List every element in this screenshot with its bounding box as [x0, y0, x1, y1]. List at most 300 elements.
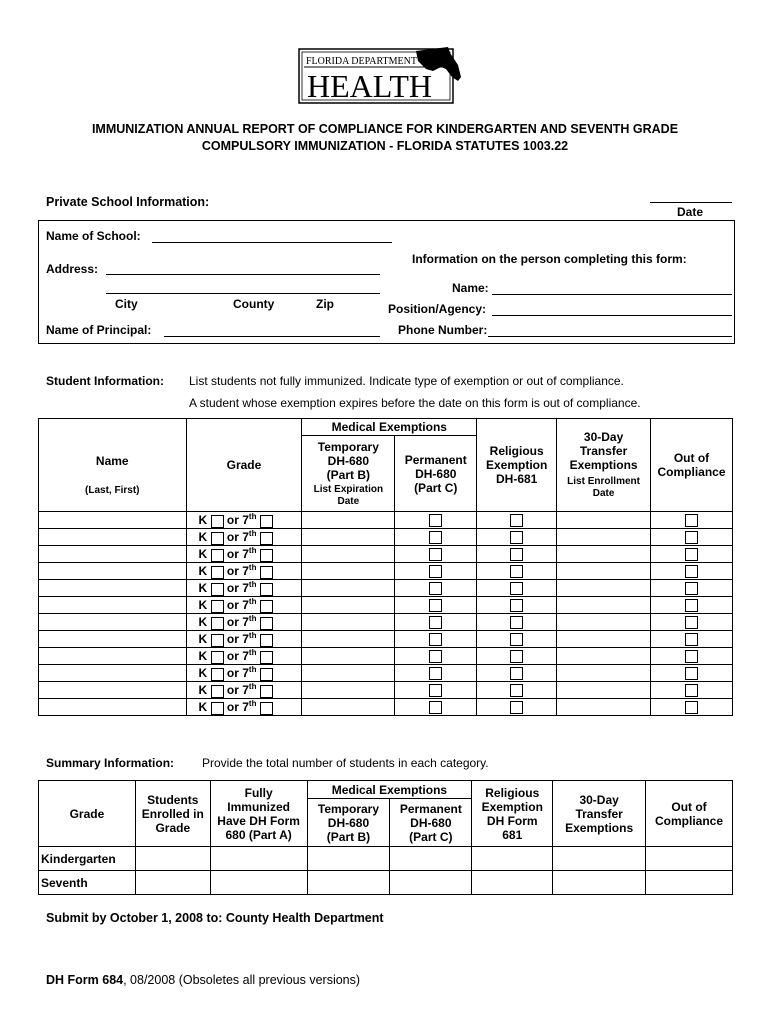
footer-rest: , 08/2008 (Obsoletes all previous versions)	[123, 973, 361, 987]
s-rel-line-2: Exemption	[481, 799, 543, 814]
position-field[interactable]	[492, 315, 732, 316]
religious-checkbox[interactable]	[510, 514, 523, 527]
out-of-compliance-checkbox[interactable]	[685, 616, 698, 629]
principal-label: Name of Principal:	[46, 323, 152, 337]
permanent-cell	[395, 699, 477, 716]
title-line-1: IMMUNIZATION ANNUAL REPORT OF COMPLIANCE FOR KINDERGARTEN AND SEVENTH GRADE	[91, 122, 679, 136]
summary-instruction: Provide the total number of students in each category.	[202, 756, 489, 770]
summary-col-ooc	[646, 781, 733, 847]
col-header-out-of-compliance	[651, 419, 733, 512]
grade-7-label: or 7	[226, 683, 249, 698]
temporary-expiration-cell[interactable]	[302, 614, 395, 631]
religious-cell	[477, 597, 557, 614]
student-instruction-2: A student whose exemption expires before the date on this form is out of compliance.	[189, 396, 641, 410]
rel-line-3: DH-681	[495, 472, 538, 486]
student-row	[39, 546, 733, 563]
grade-7-label: or 7	[226, 564, 249, 579]
grade-7-label: or 7	[226, 530, 249, 545]
out-of-compliance-checkbox[interactable]	[685, 684, 698, 697]
out-of-compliance-cell	[651, 597, 733, 614]
out-of-compliance-checkbox[interactable]	[685, 565, 698, 578]
student-row	[39, 512, 733, 529]
col-header-name	[39, 419, 187, 512]
summary-cell[interactable]	[472, 847, 553, 871]
student-grade-cell	[186, 631, 302, 648]
kindergarten-checkbox[interactable]	[211, 583, 224, 596]
out-of-compliance-checkbox[interactable]	[685, 582, 698, 595]
summary-col-grade	[39, 781, 136, 847]
col-header-temporary	[302, 436, 395, 512]
seventh-grade-checkbox[interactable]	[260, 617, 273, 630]
temporary-expiration-cell[interactable]	[302, 580, 395, 597]
grade-th-label: th	[248, 563, 257, 573]
religious-checkbox[interactable]	[510, 599, 523, 612]
temporary-expiration-cell[interactable]	[302, 546, 395, 563]
out-of-compliance-checkbox[interactable]	[685, 633, 698, 646]
summary-cell[interactable]	[210, 847, 307, 871]
s-temp-line-1: Temporary	[317, 801, 380, 816]
temporary-expiration-cell[interactable]	[302, 597, 395, 614]
religious-checkbox[interactable]	[510, 633, 523, 646]
address-field-2[interactable]	[106, 293, 380, 294]
grade-th-label: th	[248, 699, 257, 709]
transfer-date-cell[interactable]	[557, 580, 651, 597]
col-header-religious	[477, 419, 557, 512]
seventh-grade-checkbox[interactable]	[260, 634, 273, 647]
religious-checkbox[interactable]	[510, 701, 523, 714]
transfer-date-cell[interactable]	[557, 529, 651, 546]
school-name-field[interactable]	[152, 242, 392, 243]
ooc-line-2: Compliance	[657, 465, 726, 479]
student-grade-cell	[186, 546, 302, 563]
grade-th-label: th	[248, 546, 257, 556]
grade-th-label: th	[248, 529, 257, 539]
kindergarten-checkbox[interactable]	[211, 617, 224, 630]
student-name-cell[interactable]	[39, 665, 187, 682]
s-temp-line-3: (Part B)	[326, 829, 371, 844]
summary-col-religious	[472, 781, 553, 847]
out-of-compliance-cell	[651, 580, 733, 597]
student-name-cell[interactable]	[39, 614, 187, 631]
submit-instruction: Submit by October 1, 2008 to: County Health Department	[46, 911, 384, 925]
permanent-checkbox[interactable]	[429, 616, 442, 629]
fully-line-1: Fully	[244, 785, 273, 800]
permanent-checkbox[interactable]	[429, 667, 442, 680]
religious-cell	[477, 665, 557, 682]
kindergarten-checkbox[interactable]	[211, 532, 224, 545]
col-header-medical-text: Medical Exemptions	[331, 420, 447, 434]
grade-th-label: th	[248, 614, 257, 624]
summary-row-seventh	[39, 871, 733, 895]
seventh-grade-checkbox[interactable]	[260, 668, 273, 681]
grade-7-label: or 7	[226, 632, 249, 647]
student-section-heading: Student Information:	[46, 374, 164, 388]
s-rel-line-3: DH Form	[486, 813, 538, 828]
permanent-cell	[395, 614, 477, 631]
student-row	[39, 614, 733, 631]
out-of-compliance-checkbox[interactable]	[685, 599, 698, 612]
temporary-expiration-cell[interactable]	[302, 665, 395, 682]
permanent-cell	[395, 529, 477, 546]
summary-col-fully	[210, 781, 307, 847]
fully-line-3: Have DH Form	[217, 813, 300, 828]
summary-cell[interactable]	[553, 847, 646, 871]
rel-line-2: Exemption	[485, 458, 548, 472]
out-of-compliance-cell	[651, 631, 733, 648]
s-rel-line-1: Religious	[485, 785, 540, 800]
phone-field[interactable]	[488, 336, 732, 337]
transfer-date-cell[interactable]	[557, 699, 651, 716]
grade-7-label: or 7	[226, 513, 249, 528]
s-perm-line-2: DH-680	[410, 815, 452, 830]
summary-section-heading: Summary Information:	[46, 756, 175, 770]
col-header-transfer	[557, 419, 651, 512]
religious-cell	[477, 614, 557, 631]
student-row	[39, 597, 733, 614]
student-name-cell[interactable]	[39, 699, 187, 716]
footer	[46, 973, 360, 987]
temp-sub-1: List Expiration	[313, 483, 384, 495]
summary-cell[interactable]	[307, 871, 390, 895]
grade-th-label: th	[248, 665, 257, 675]
permanent-cell	[395, 580, 477, 597]
grade-7-label: or 7	[226, 615, 249, 630]
s-rel-line-4: 681	[502, 827, 523, 842]
permanent-cell	[395, 665, 477, 682]
permanent-cell	[395, 597, 477, 614]
permanent-checkbox[interactable]	[429, 582, 442, 595]
permanent-cell	[395, 631, 477, 648]
summary-row-label: Kindergarten	[39, 847, 136, 871]
grade-7-label: or 7	[226, 547, 249, 562]
transfer-date-cell[interactable]	[557, 682, 651, 699]
student-grade-cell	[186, 563, 302, 580]
col-header-medical	[302, 419, 477, 436]
kindergarten-checkbox[interactable]	[211, 566, 224, 579]
temporary-expiration-cell[interactable]	[302, 682, 395, 699]
religious-cell	[477, 563, 557, 580]
title-line-2: COMPULSORY IMMUNIZATION - FLORIDA STATUTES 1003.22	[201, 139, 569, 153]
perm-line-3: (Part C)	[414, 480, 458, 495]
student-name-cell[interactable]	[39, 529, 187, 546]
out-of-compliance-checkbox[interactable]	[685, 548, 698, 561]
grade-k-label: K	[198, 530, 208, 545]
grade-k-label: K	[198, 598, 208, 613]
grade-th-label: th	[248, 682, 257, 692]
student-grade-cell	[186, 648, 302, 665]
summary-col-transfer	[553, 781, 646, 847]
kindergarten-checkbox[interactable]	[211, 702, 224, 715]
student-row	[39, 563, 733, 580]
student-row	[39, 682, 733, 699]
summary-col-grade-text: Grade	[69, 806, 105, 821]
grade-k-label: K	[198, 666, 208, 681]
grade-7-label: or 7	[226, 700, 249, 715]
seventh-grade-checkbox[interactable]	[260, 515, 273, 528]
religious-checkbox[interactable]	[510, 531, 523, 544]
summary-cell[interactable]	[135, 871, 210, 895]
zip-label: Zip	[316, 297, 334, 311]
logo-text-2: HEALTH	[307, 68, 433, 104]
permanent-checkbox[interactable]	[429, 701, 442, 714]
out-of-compliance-checkbox[interactable]	[685, 650, 698, 663]
out-of-compliance-cell	[651, 512, 733, 529]
religious-cell	[477, 529, 557, 546]
student-row	[39, 699, 733, 716]
temporary-expiration-cell[interactable]	[302, 563, 395, 580]
out-of-compliance-cell	[651, 699, 733, 716]
student-name-cell[interactable]	[39, 546, 187, 563]
grade-th-label: th	[248, 580, 257, 590]
kindergarten-checkbox[interactable]	[211, 600, 224, 613]
date-line[interactable]	[650, 202, 732, 203]
grade-7-label: or 7	[226, 666, 249, 681]
grade-k-label: K	[198, 581, 208, 596]
kindergarten-checkbox[interactable]	[211, 634, 224, 647]
grade-k-label: K	[198, 683, 208, 698]
religious-cell	[477, 699, 557, 716]
out-of-compliance-cell	[651, 614, 733, 631]
permanent-checkbox[interactable]	[429, 599, 442, 612]
summary-cell[interactable]	[553, 871, 646, 895]
transfer-date-cell[interactable]	[557, 597, 651, 614]
student-row	[39, 580, 733, 597]
kindergarten-checkbox[interactable]	[211, 515, 224, 528]
grade-th-label: th	[248, 648, 257, 658]
ooc-line-1: Out of	[673, 451, 710, 465]
religious-cell	[477, 512, 557, 529]
religious-cell	[477, 682, 557, 699]
student-name-cell[interactable]	[39, 682, 187, 699]
summary-cell[interactable]	[390, 871, 472, 895]
seventh-grade-checkbox[interactable]	[260, 549, 273, 562]
permanent-checkbox[interactable]	[429, 684, 442, 697]
religious-checkbox[interactable]	[510, 616, 523, 629]
temporary-expiration-cell[interactable]	[302, 512, 395, 529]
temporary-expiration-cell[interactable]	[302, 699, 395, 716]
enrolled-line-1: Students	[147, 792, 199, 807]
logo-text-1: FLORIDA DEPARTMENT OF	[306, 56, 433, 67]
student-grade-cell	[186, 699, 302, 716]
address-field-1[interactable]	[106, 274, 380, 275]
out-of-compliance-checkbox[interactable]	[685, 667, 698, 680]
summary-table	[38, 780, 733, 895]
out-of-compliance-cell	[651, 529, 733, 546]
footer-form-number: DH Form 684	[46, 973, 124, 987]
permanent-cell	[395, 682, 477, 699]
religious-checkbox[interactable]	[510, 684, 523, 697]
out-of-compliance-checkbox[interactable]	[685, 701, 698, 714]
s-ooc-line-2: Compliance	[655, 813, 724, 828]
s-perm-line-3: (Part C)	[409, 829, 453, 844]
phone-label: Phone Number:	[398, 323, 488, 337]
transfer-line-2: Transfer	[579, 444, 628, 458]
grade-7-label: or 7	[226, 649, 249, 664]
grade-k-label: K	[198, 649, 208, 664]
grade-k-label: K	[198, 547, 208, 562]
grade-k-label: K	[198, 564, 208, 579]
seventh-grade-checkbox[interactable]	[260, 685, 273, 698]
grade-k-label: K	[198, 513, 208, 528]
summary-cell[interactable]	[390, 847, 472, 871]
city-label: City	[115, 297, 138, 311]
temp-line-2: DH-680	[327, 453, 370, 468]
permanent-checkbox[interactable]	[429, 514, 442, 527]
transfer-date-cell[interactable]	[557, 665, 651, 682]
student-grade-cell	[186, 529, 302, 546]
s-transfer-line-1: 30-Day	[579, 792, 619, 807]
county-label: County	[233, 297, 275, 311]
religious-checkbox[interactable]	[510, 548, 523, 561]
permanent-checkbox[interactable]	[429, 565, 442, 578]
temporary-expiration-cell[interactable]	[302, 529, 395, 546]
person-name-label: Name:	[452, 281, 489, 295]
transfer-date-cell[interactable]	[557, 563, 651, 580]
seventh-grade-checkbox[interactable]	[260, 532, 273, 545]
summary-cell[interactable]	[646, 871, 733, 895]
student-grade-cell	[186, 580, 302, 597]
transfer-date-cell[interactable]	[557, 648, 651, 665]
seventh-grade-checkbox[interactable]	[260, 583, 273, 596]
col-header-name-sub: (Last, First)	[85, 485, 140, 496]
summary-cell[interactable]	[472, 871, 553, 895]
s-ooc-line-1: Out of	[671, 799, 707, 814]
seventh-grade-checkbox[interactable]	[260, 651, 273, 664]
permanent-checkbox[interactable]	[429, 650, 442, 663]
student-grade-cell	[186, 665, 302, 682]
student-name-cell[interactable]	[39, 563, 187, 580]
summary-cell[interactable]	[307, 847, 390, 871]
transfer-sub-1: List Enrollment	[567, 476, 640, 487]
student-row	[39, 529, 733, 546]
perm-line-2: DH-680	[415, 466, 457, 481]
temp-line-3: (Part B)	[326, 467, 371, 482]
temporary-expiration-cell[interactable]	[302, 648, 395, 665]
grade-th-label: th	[248, 631, 257, 641]
transfer-line-1: 30-Day	[583, 430, 624, 444]
student-row	[39, 648, 733, 665]
grade-k-label: K	[198, 700, 208, 715]
rel-line-1: Religious	[489, 444, 544, 458]
religious-checkbox[interactable]	[510, 667, 523, 680]
grade-k-label: K	[198, 615, 208, 630]
religious-cell	[477, 648, 557, 665]
s-temp-line-2: DH-680	[327, 815, 370, 830]
kindergarten-checkbox[interactable]	[211, 685, 224, 698]
permanent-checkbox[interactable]	[429, 548, 442, 561]
perm-line-1: Permanent	[404, 452, 467, 467]
transfer-date-cell[interactable]	[557, 512, 651, 529]
transfer-date-cell[interactable]	[557, 631, 651, 648]
person-info-label: Information on the person completing this form:	[412, 252, 687, 266]
s-transfer-line-2: Transfer	[575, 806, 623, 821]
temporary-expiration-cell[interactable]	[302, 631, 395, 648]
religious-cell	[477, 631, 557, 648]
permanent-cell	[395, 563, 477, 580]
permanent-cell	[395, 512, 477, 529]
person-name-field[interactable]	[492, 294, 732, 295]
permanent-cell	[395, 546, 477, 563]
permanent-cell	[395, 648, 477, 665]
grade-7-label: or 7	[226, 598, 249, 613]
out-of-compliance-cell	[651, 563, 733, 580]
col-header-grade	[186, 419, 302, 512]
summary-col-medical	[307, 781, 472, 799]
student-instruction-1: List students not fully immunized. Indicate type of exemption or out of compliance.	[189, 374, 624, 388]
out-of-compliance-cell	[651, 682, 733, 699]
student-grade-cell	[186, 597, 302, 614]
col-header-permanent	[395, 436, 477, 512]
grade-k-label: K	[198, 632, 208, 647]
permanent-checkbox[interactable]	[429, 531, 442, 544]
student-name-cell[interactable]	[39, 512, 187, 529]
florida-doh-logo	[298, 47, 470, 105]
summary-cell[interactable]	[210, 871, 307, 895]
summary-col-temporary	[307, 799, 390, 847]
religious-cell	[477, 580, 557, 597]
seventh-grade-checkbox[interactable]	[260, 702, 273, 715]
kindergarten-checkbox[interactable]	[211, 549, 224, 562]
out-of-compliance-checkbox[interactable]	[685, 514, 698, 527]
summary-cell[interactable]	[135, 847, 210, 871]
religious-checkbox[interactable]	[510, 582, 523, 595]
enrolled-line-2: Enrolled in	[141, 806, 204, 821]
out-of-compliance-checkbox[interactable]	[685, 531, 698, 544]
student-name-cell[interactable]	[39, 631, 187, 648]
student-name-cell[interactable]	[39, 597, 187, 614]
student-row	[39, 665, 733, 682]
religious-checkbox[interactable]	[510, 650, 523, 663]
religious-cell	[477, 546, 557, 563]
transfer-line-3: Exemptions	[569, 458, 638, 472]
grade-th-label: th	[248, 512, 257, 522]
summary-row-kindergarten	[39, 847, 733, 871]
permanent-checkbox[interactable]	[429, 633, 442, 646]
student-grade-cell	[186, 512, 302, 529]
s-perm-line-1: Permanent	[399, 801, 462, 816]
kindergarten-checkbox[interactable]	[211, 651, 224, 664]
religious-checkbox[interactable]	[510, 565, 523, 578]
transfer-date-cell[interactable]	[557, 614, 651, 631]
grade-th-label: th	[248, 597, 257, 607]
student-name-cell[interactable]	[39, 580, 187, 597]
seventh-grade-checkbox[interactable]	[260, 600, 273, 613]
student-row	[39, 631, 733, 648]
school-section-heading: Private School Information:	[46, 195, 210, 209]
student-table	[38, 418, 733, 716]
s-transfer-line-3: Exemptions	[565, 820, 634, 835]
school-name-label: Name of School:	[46, 229, 141, 243]
date-label: Date	[677, 205, 704, 219]
kindergarten-checkbox[interactable]	[211, 668, 224, 681]
enrolled-line-3: Grade	[155, 820, 191, 835]
transfer-date-cell[interactable]	[557, 546, 651, 563]
temp-line-1: Temporary	[317, 439, 379, 454]
seventh-grade-checkbox[interactable]	[260, 566, 273, 579]
temp-sub-2: Date	[337, 495, 360, 507]
summary-col-permanent	[390, 799, 472, 847]
fully-line-4: 680 (Part A)	[225, 827, 292, 842]
fully-line-2: Immunized	[227, 799, 290, 814]
out-of-compliance-cell	[651, 665, 733, 682]
principal-field[interactable]	[164, 336, 380, 337]
address-label: Address:	[46, 262, 99, 276]
col-header-name-text: Name	[95, 454, 129, 468]
summary-cell[interactable]	[646, 847, 733, 871]
student-name-cell[interactable]	[39, 648, 187, 665]
out-of-compliance-cell	[651, 648, 733, 665]
student-grade-cell	[186, 614, 302, 631]
